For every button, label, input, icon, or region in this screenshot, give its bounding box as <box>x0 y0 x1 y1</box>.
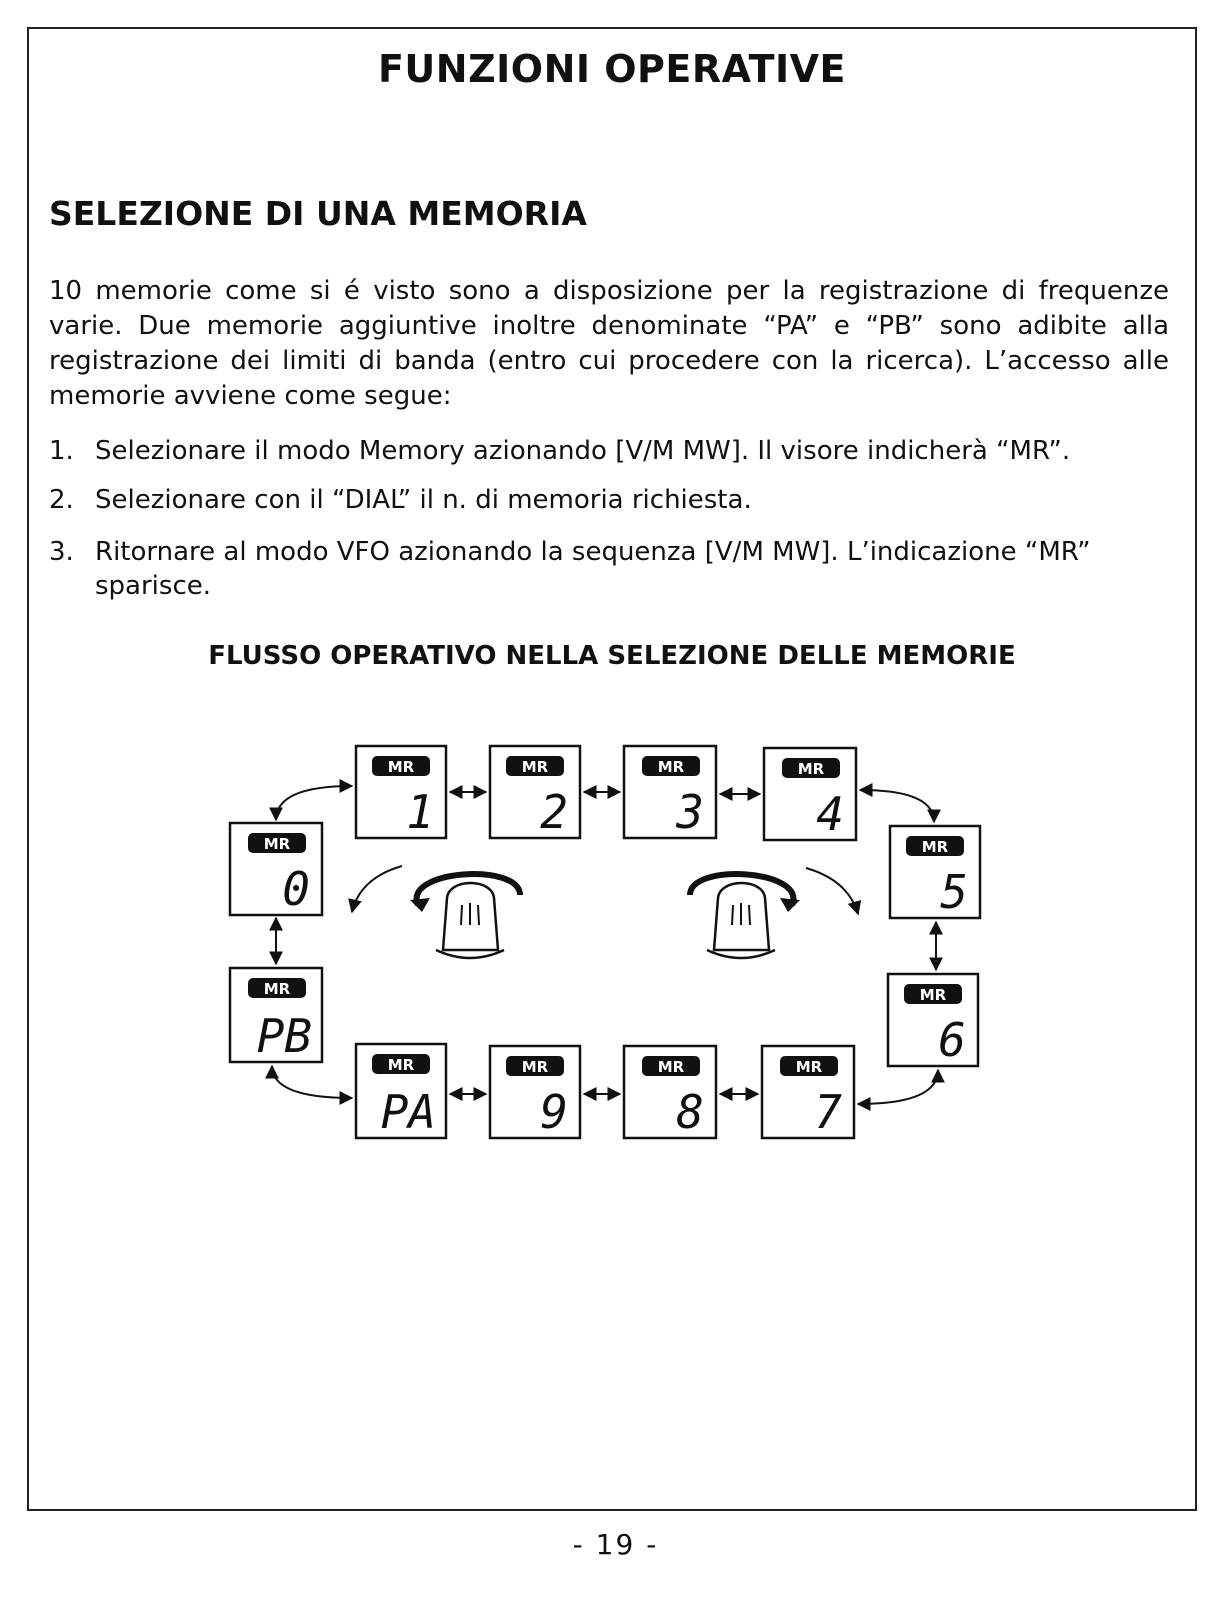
display-mem-1 <box>356 746 446 839</box>
section-title: SELEZIONE DI UNA MEMORIA <box>49 194 587 233</box>
display-digit: 9 <box>540 1085 568 1139</box>
mr-indicator: MR <box>387 1056 415 1074</box>
mr-indicator: MR <box>795 1058 823 1076</box>
display-mem-4 <box>764 748 856 841</box>
page-title: FUNZIONI OPERATIVE <box>377 47 847 91</box>
display-mem-3 <box>624 746 716 839</box>
step-number: 1. <box>49 436 74 466</box>
step-text: Ritornare al modo VFO azionando la sequenza [V/M MW]. L’indicazione “MR” sparisce. <box>95 537 1091 601</box>
mr-indicator: MR <box>263 980 291 998</box>
display-mem-8 <box>624 1046 716 1139</box>
step-text: Selezionare con il “DIAL” il n. di memoria richiesta. <box>95 485 752 515</box>
display-digit: PA <box>380 1085 436 1139</box>
mr-indicator: MR <box>521 758 549 776</box>
mr-indicator: MR <box>263 835 291 853</box>
mr-indicator: MR <box>521 1058 549 1076</box>
display-digit: 4 <box>816 787 844 841</box>
mr-indicator: MR <box>921 838 949 856</box>
mr-indicator: MR <box>657 758 685 776</box>
display-mem-2 <box>490 746 580 839</box>
step-text: Selezionare il modo Memory azionando [V/M MW]. Il visore indicherà “MR”. <box>95 436 1071 466</box>
display-digit: 8 <box>676 1085 704 1139</box>
display-digit: 1 <box>406 785 434 839</box>
mr-indicator: MR <box>797 760 825 778</box>
display-digit: 7 <box>814 1085 842 1139</box>
display-mem-0 <box>230 823 322 916</box>
display-mem-9 <box>490 1046 580 1139</box>
display-mem-6 <box>888 974 978 1067</box>
dial-knob-counterclockwise-icon <box>410 874 520 958</box>
step-number: 2. <box>49 485 74 515</box>
display-mem-pa <box>356 1044 446 1139</box>
intro-paragraph: 10 memorie come si é visto sono a disposizione per la registrazione di frequenze varie. Due memorie aggiuntive inoltre denominate “PA” e “PB” sono adibite alla registrazione dei limiti di banda (entro cui procedere con la ricerca). L’accesso alle memorie avviene come segue: <box>49 276 1169 411</box>
display-digit: 3 <box>676 785 704 839</box>
display-mem-7 <box>762 1046 854 1139</box>
step-number: 3. <box>49 537 74 567</box>
mr-indicator: MR <box>657 1058 685 1076</box>
display-mem-5 <box>890 826 980 919</box>
display-digit: 6 <box>938 1013 966 1067</box>
display-digit: 0 <box>282 862 310 916</box>
display-digit: PB <box>256 1009 312 1063</box>
mr-indicator: MR <box>387 758 415 776</box>
display-digit: 2 <box>540 785 568 839</box>
page-number: - 19 - <box>572 1528 659 1561</box>
dial-knob-clockwise-icon <box>690 874 800 958</box>
flow-title: FLUSSO OPERATIVO NELLA SELEZIONE DELLE MEMORIE <box>208 641 1016 671</box>
display-mem-pb <box>230 968 322 1063</box>
display-digit: 5 <box>940 865 968 919</box>
mr-indicator: MR <box>919 986 947 1004</box>
